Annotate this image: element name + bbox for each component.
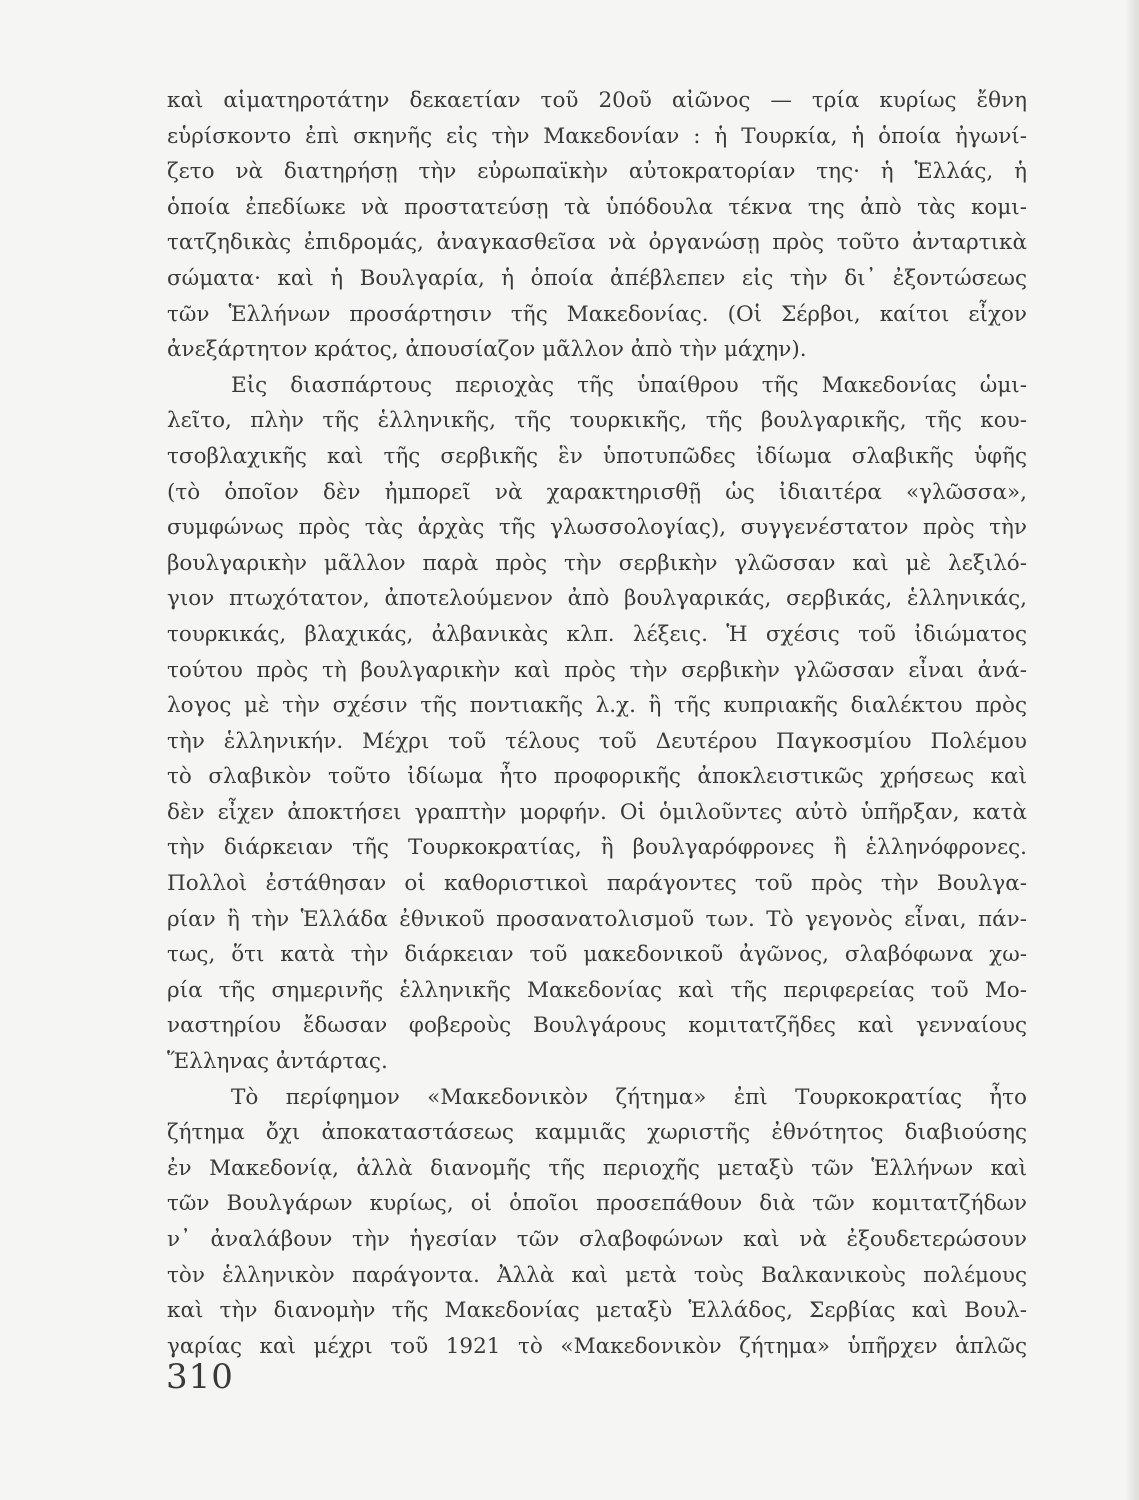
text-line-1: καὶ αἱματηροτάτην δεκαετίαν τοῦ 20οῦ αἰῶνος — τρία κυρίως ἔθνη (167, 88, 1027, 113)
text-line-31: ἐν Μακεδονίᾳ, ἀλλὰ διανομῆς τῆς περιοχῆς μεταξὺ τῶν Ἑλλήνων καὶ (167, 1155, 1027, 1181)
text-line-9: Εἰς διασπάρτους περιοχὰς τῆς ὑπαίθρου τῆς Μακεδονίας ὡμι- (231, 372, 1027, 398)
text-line-7: τῶν Ἑλλήνων προσάρτησιν τῆς Μακεδονίας. (Οἱ Σέρβοι, καίτοι εἶχον (167, 301, 1027, 327)
text-line-36: γαρίας καὶ μέχρι τοῦ 1921 τὸ «Μακεδονικὸν ζήτημα» ὑπῆρχεν ἁπλῶς (167, 1333, 1027, 1359)
text-line-24: ρίαν ἢ τὴν Ἑλλάδα ἐθνικοῦ προσανατολισμοῦ των. Τὸ γεγονὸς εἶναι, πάν- (167, 906, 1027, 932)
text-line-12: (τὸ ὁποῖον δὲν ἠμπορεῖ νὰ χαρακτηρισθῇ ὡς ἰδιαιτέρα «γλῶσσα», (167, 479, 1027, 505)
text-line-34: τὸν ἑλληνικὸν παράγοντα. Ἀλλὰ καὶ μετὰ τοὺς Βαλκανικοὺς πολέμους (167, 1262, 1027, 1288)
text-line-29: Τὸ περίφημον «Μακεδονικὸν ζήτημα» ἐπὶ Τουρκοκρατίας ἦτο (231, 1084, 1027, 1110)
text-line-4: ὁποία ἐπεδίωκε νὰ προστατεύσῃ τὰ ὑπόδουλα τέκνα της ἀπὸ τὰς κομι- (167, 194, 1027, 220)
text-line-18: λογος μὲ τὴν σχέσιν τῆς ποντιακῆς λ.χ. ἢ τῆς κυπριακῆς διαλέκτου πρὸς (167, 693, 1027, 719)
text-line-26: ρία τῆς σημερινῆς ἑλληνικῆς Μακεδονίας καὶ τῆς περιφερείας τοῦ Μο- (167, 977, 1027, 1003)
page-number: 310 (166, 1357, 234, 1397)
text-line-5: τατζηδικὰς ἐπιδρομάς, ἀναγκασθεῖσα νὰ ὀργανώσῃ πρὸς τοῦτο ἀνταρτικὰ (167, 230, 1027, 256)
text-line-14: βουλγαρικὴν μᾶλλον παρὰ πρὸς τὴν σερβικὴν γλῶσσαν καὶ μὲ λεξιλό- (167, 550, 1027, 576)
text-line-16: τουρκικάς, βλαχικάς, ἀλβανικὰς κλπ. λέξεις. Ἡ σχέσις τοῦ ἰδιώματος (167, 621, 1027, 647)
text-line-28: Ἕλληνας ἀντάρτας. (167, 1049, 388, 1075)
text-line-19: τὴν ἑλληνικήν. Μέχρι τοῦ τέλους τοῦ Δευτέρου Παγκοσμίου Πολέμου (167, 728, 1027, 754)
text-line-23: Πολλοὶ ἐστάθησαν οἱ καθοριστικοὶ παράγοντες τοῦ πρὸς τὴν Βουλγα- (167, 871, 1027, 897)
text-line-32: τῶν Βουλγάρων κυρίως, οἱ ὁποῖοι προσεπάθουν διὰ τῶν κομιτατζήδων (167, 1191, 1027, 1217)
text-line-13: συμφώνως πρὸς τὰς ἀρχὰς τῆς γλωσσολογίας), συγγενέστατον πρὸς τὴν (167, 515, 1027, 541)
text-line-8: ἀνεξάρτητον κράτος, ἀπουσίαζον μᾶλλον ἀπὸ τὴν μάχην). (167, 337, 807, 363)
text-line-11: τσοβλαχικῆς καὶ τῆς σερβικῆς ἓν ὑποτυπῶδες ἰδίωμα σλαβικῆς ὑφῆς (167, 443, 1027, 469)
text-line-6: σώματα· καὶ ἡ Βουλγαρία, ἡ ὁποία ἀπέβλεπεν εἰς τὴν δι᾽ ἐξοντώσεως (167, 265, 1027, 291)
text-line-21: δὲν εἶχεν ἀποκτήσει γραπτὴν μορφήν. Οἱ ὁμιλοῦντες αὐτὸ ὑπῆρξαν, κατὰ (167, 799, 1027, 825)
body-text (167, 83, 1027, 1364)
page-edge-shadow (1125, 0, 1139, 1500)
text-line-30: ζήτημα ὄχι ἀποκαταστάσεως καμμιᾶς χωριστῆς ἐθνότητος διαβιούσης (167, 1120, 1027, 1146)
text-line-27: ναστηρίου ἔδωσαν φοβεροὺς Βουλγάρους κομιτατζῆδες καὶ γενναίους (167, 1013, 1027, 1039)
text-line-35: καὶ τὴν διανομὴν τῆς Μακεδονίας μεταξὺ Ἑλλάδος, Σερβίας καὶ Βουλ- (167, 1298, 1027, 1324)
text-line-3: ζετο νὰ διατηρήσῃ τὴν εὐρωπαϊκὴν αὐτοκρατορίαν της· ἡ Ἑλλάς, ἡ (167, 159, 1027, 185)
text-line-15: γιον πτωχότατον, ἀποτελούμενον ἀπὸ βουλγαρικάς, σερβικάς, ἑλληνικάς, (167, 586, 1027, 612)
text-line-20: τὸ σλαβικὸν τοῦτο ἰδίωμα ἦτο προφορικῆς ἀποκλειστικῶς χρήσεως καὶ (167, 764, 1027, 790)
text-line-33: ν᾽ ἀναλάβουν τὴν ἡγεσίαν τῶν σλαβοφώνων καὶ νὰ ἐξουδετερώσουν (167, 1227, 1027, 1252)
text-line-25: τως, ὅτι κατὰ τὴν διάρκειαν τοῦ μακεδονικοῦ ἀγῶνος, σλαβόφωνα χω- (167, 942, 1027, 968)
text-line-17: τούτου πρὸς τὴ βουλγαρικὴν καὶ πρὸς τὴν σερβικὴν γλῶσσαν εἶναι ἀνά- (167, 657, 1027, 683)
text-line-2: εὑρίσκοντο ἐπὶ σκηνῆς εἰς τὴν Μακεδονίαν : ἡ Τουρκία, ἡ ὁποία ἠγωνί- (167, 123, 1027, 149)
text-line-22: τὴν διάρκειαν τῆς Τουρκοκρατίας, ἢ βουλγαρόφρονες ἢ ἑλληνόφρονες. (167, 835, 1027, 861)
text-line-10: λεῖτο, πλὴν τῆς ἑλληνικῆς, τῆς τουρκικῆς, τῆς βουλγαρικῆς, τῆς κου- (167, 408, 1027, 434)
